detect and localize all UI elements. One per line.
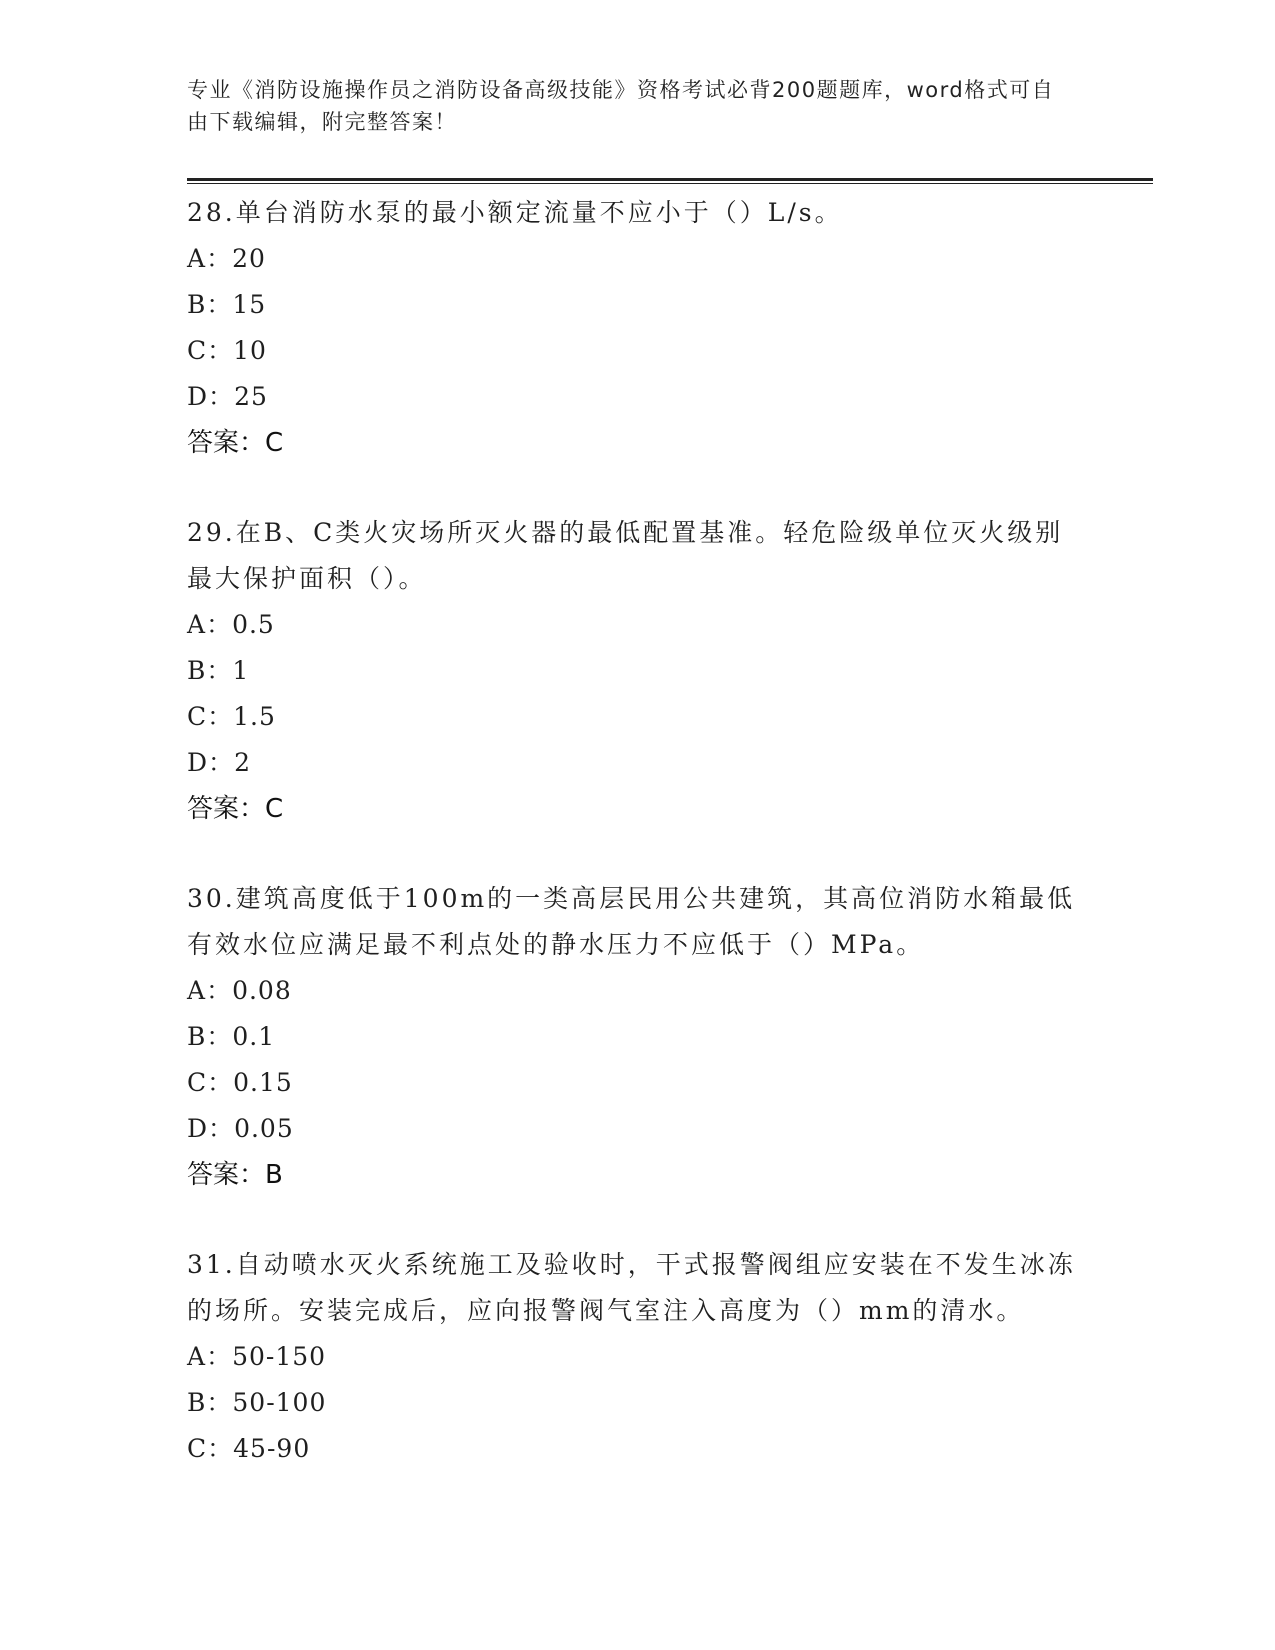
option-value: 25	[234, 382, 268, 411]
option-c: C：10	[187, 328, 1087, 374]
option-d: D：2	[187, 740, 1087, 786]
option-letter: C	[187, 1434, 208, 1463]
option-b: B：50-100	[187, 1380, 1087, 1426]
question-28	[187, 190, 1087, 466]
option-value: 2	[234, 748, 251, 777]
option-value: 10	[233, 336, 267, 365]
option-value: 0.15	[233, 1068, 293, 1097]
question-text: 30.建筑高度低于100m的一类高层民用公共建筑，其高位消防水箱最低有效水位应满足最不利点处的静水压力不应低于（）MPa。	[187, 884, 1076, 959]
option-letter: C	[187, 336, 208, 365]
option-letter: B	[187, 656, 207, 685]
option-letter: D	[187, 1114, 209, 1143]
option-a: A：50-150	[187, 1334, 1087, 1380]
option-b: B：15	[187, 282, 1087, 328]
option-letter: C	[187, 702, 208, 731]
option-value: 20	[232, 244, 266, 273]
option-letter: D	[187, 748, 209, 777]
option-value: 15	[232, 290, 267, 319]
option-letter: A	[187, 610, 207, 639]
question-31	[187, 1242, 1087, 1472]
question-list	[187, 190, 1087, 1516]
question-text: 28.单台消防水泵的最小额定流量不应小于（）L/s。	[187, 198, 843, 227]
option-letter: A	[187, 1342, 207, 1371]
header-rule-thin	[187, 183, 1153, 184]
option-letter: A	[187, 976, 207, 1005]
option-value: 50-150	[232, 1342, 327, 1371]
question-30	[187, 876, 1087, 1198]
option-b: B：1	[187, 648, 1087, 694]
header-rule-thick	[187, 178, 1153, 181]
option-b: B：0.1	[187, 1014, 1087, 1060]
option-value: 1.5	[233, 702, 276, 731]
answer-line: 答案：C	[187, 428, 284, 458]
option-a: A：0.08	[187, 968, 1087, 1014]
option-value: 1	[232, 656, 250, 685]
answer-line: 答案：C	[187, 794, 284, 824]
option-d: D：0.05	[187, 1106, 1087, 1152]
option-value: 0.1	[232, 1022, 276, 1051]
option-value: 50-100	[232, 1388, 327, 1417]
option-d: D：25	[187, 374, 1087, 420]
option-value: 45-90	[233, 1434, 311, 1463]
option-c: C：45-90	[187, 1426, 1087, 1472]
option-letter: B	[187, 1388, 207, 1417]
option-value: 0.5	[232, 610, 275, 639]
option-value: 0.05	[234, 1114, 294, 1143]
question-text: 29.在B、C类火灾场所灭火器的最低配置基准。轻危险级单位灭火级别最大保护面积（）。	[187, 518, 1064, 593]
option-letter: A	[187, 244, 207, 273]
option-a: A：20	[187, 236, 1087, 282]
option-letter: B	[187, 290, 207, 319]
option-letter: D	[187, 382, 209, 411]
option-a: A：0.5	[187, 602, 1087, 648]
answer-line: 答案：B	[187, 1160, 283, 1190]
option-c: C：0.15	[187, 1060, 1087, 1106]
document-header-text: 专业《消防设施操作员之消防设备高级技能》资格考试必背200题题库，word格式可自由下载编辑，附完整答案！	[187, 78, 1055, 134]
option-value: 0.08	[232, 976, 292, 1005]
option-letter: C	[187, 1068, 208, 1097]
question-29	[187, 510, 1087, 832]
option-letter: B	[187, 1022, 207, 1051]
option-c: C：1.5	[187, 694, 1087, 740]
question-text: 31.自动喷水灭火系统施工及验收时，干式报警阀组应安装在不发生冰冻的场所。安装完成后，应向报警阀气室注入高度为（）mm的清水。	[187, 1250, 1076, 1325]
